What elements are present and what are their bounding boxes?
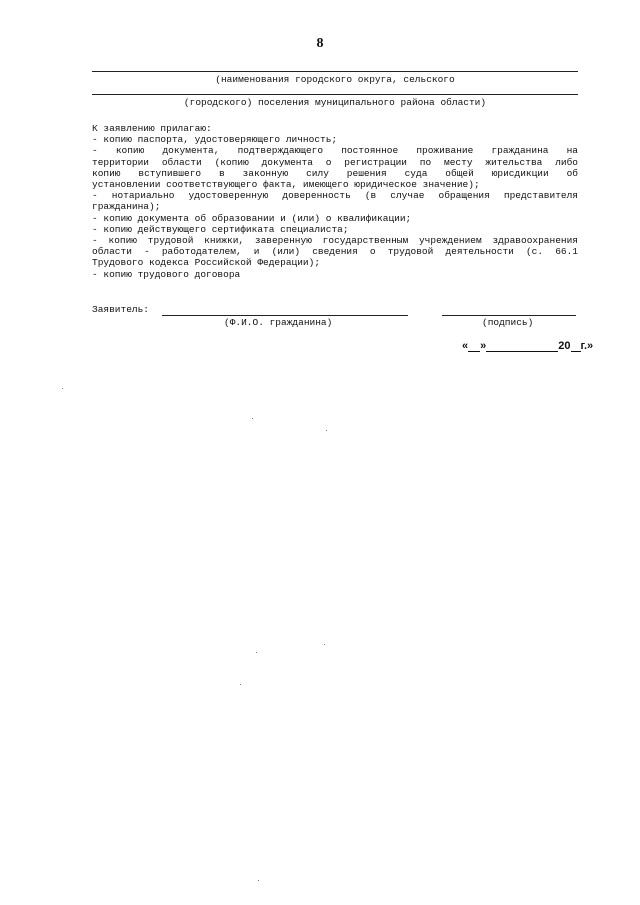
attachment-line: - копию трудовой книжки, заверенную государственным учреждением здравоохранения [92, 234, 578, 246]
scan-speck [62, 388, 63, 389]
signature-line[interactable] [442, 315, 576, 316]
attachment-line: - нотариально удостоверенную доверенность (в случае обращения представителя [92, 190, 578, 202]
scan-speck [252, 418, 253, 419]
attachments-list [92, 123, 578, 280]
date-open-quote: « [462, 340, 469, 352]
municipality-line-2 [92, 94, 578, 95]
municipality-caption-1: (наименования городского округа, сельского [215, 74, 455, 85]
scan-speck [324, 644, 325, 645]
attachment-line: установлении соответствующего факта, имеющего юридическое значение); [92, 178, 480, 190]
attachment-line: территории области (копию документа о регистрации по месту жительства либо [92, 156, 578, 168]
page-number: 8 [316, 36, 324, 51]
attachment-line: - копию действующего сертификата специалиста; [92, 223, 349, 235]
date-month-blank[interactable] [486, 341, 558, 352]
date-year-prefix: 20 [558, 340, 571, 352]
attachment-line: гражданина); [92, 201, 161, 213]
date-year-blank[interactable] [571, 341, 581, 352]
scan-speck [326, 430, 327, 431]
applicant-label: Заявитель: [92, 304, 150, 315]
date-field [462, 340, 612, 352]
fio-line[interactable] [162, 315, 408, 316]
attachment-line: - копию документа об образовании и (или) о квалификации; [92, 212, 412, 224]
attachment-line: - копию трудового договора [92, 268, 241, 280]
attachment-line: копию вступившего в законную силу решения суда общей юрисдикции об [92, 167, 578, 179]
date-year-suffix: г.» [580, 340, 594, 352]
attachments-intro: К заявлению прилагаю: [92, 123, 212, 134]
signature-caption: (подпись) [482, 317, 534, 328]
scan-speck [258, 880, 259, 881]
fio-caption: (Ф.И.О. гражданина) [224, 317, 333, 328]
attachment-line: - копию документа, подтверждающего постоянное проживание гражданина на [92, 145, 578, 157]
attachment-line: - копию паспорта, удостоверяющего личность; [92, 134, 338, 146]
municipality-line-1 [92, 71, 578, 72]
scan-speck [240, 684, 241, 685]
attachment-line: Трудового кодекса Российской Федерации); [92, 257, 321, 269]
date-close-quote: » [480, 340, 487, 352]
municipality-caption-2: (городского) поселения муниципального района области) [183, 97, 487, 108]
scan-speck [256, 652, 257, 653]
date-day-blank[interactable] [468, 341, 480, 352]
attachment-line: области - работодателем, и (или) сведения о трудовой деятельности (с. 66.1 [92, 246, 578, 258]
